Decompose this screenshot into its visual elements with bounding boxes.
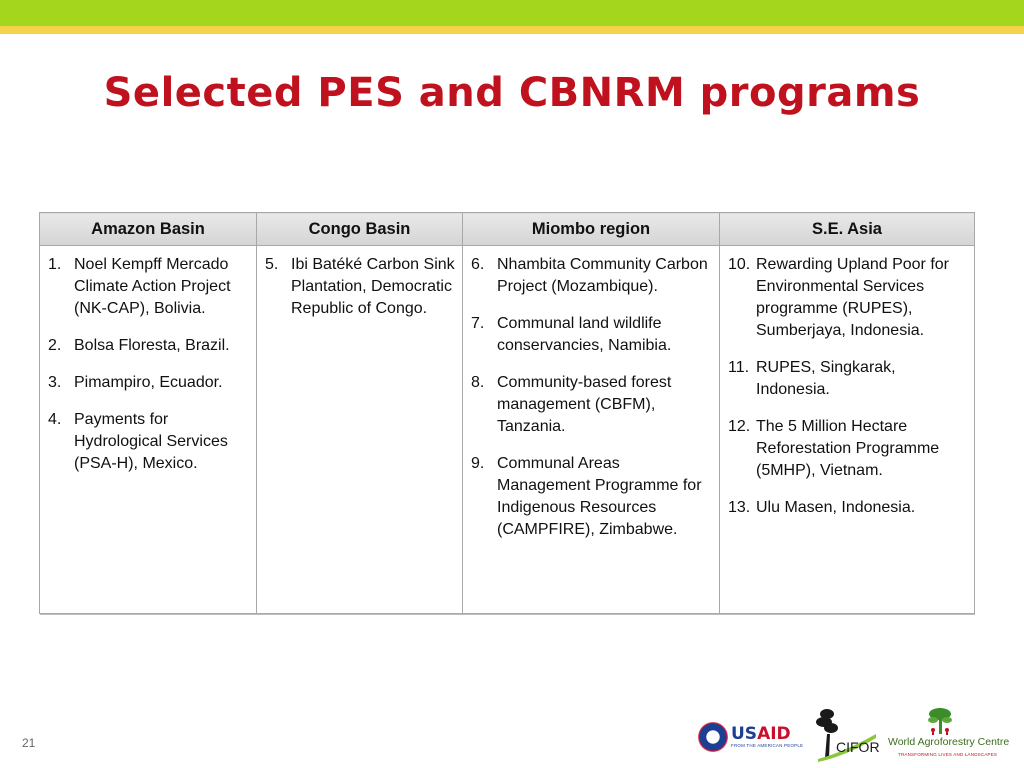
header-congo-basin: Congo Basin [257,213,463,246]
page-number: 21 [22,736,36,750]
cell-amazon-basin [40,246,257,614]
miombo-program-list [471,254,713,541]
cell-miombo-region [463,246,720,614]
table-header-row [40,213,975,246]
usaid-tagline: FROM THE AMERICAN PEOPLE [731,743,804,748]
list-item [471,313,713,357]
list-item [471,254,713,298]
header-miombo-region: Miombo region [463,213,720,246]
item-text: Payments for Hydrological Services (PSA-H), Mexico. [74,411,228,472]
item-text: Communal Areas Management Programme for Indigenous Resources (CAMPFIRE), Zimbabwe. [497,455,702,538]
programs-table-container [39,212,974,614]
usaid-us: US [731,724,758,744]
amazon-program-list [48,254,250,475]
icraf-logo [888,706,1014,762]
item-text: The 5 Million Hectare Reforestation Programme (5MHP), Vietnam. [756,418,940,479]
item-number: 2. [48,337,62,354]
list-item [728,497,968,519]
item-number: 11. [728,359,750,376]
list-item [728,254,968,342]
list-item [471,453,713,541]
list-item [728,416,968,482]
agroforestry-tree-icon [888,706,1014,736]
slide-title: Selected PES and CBNRM programs [103,70,921,116]
icraf-name: World Agroforestry Centre [888,736,1010,748]
list-item [728,357,968,401]
congo-program-list [265,254,456,320]
table-body-row [40,246,975,614]
item-text: Noel Kempff Mercado Climate Action Project (NK-CAP), Bolivia. [74,256,231,317]
item-text: RUPES, Singkarak, Indonesia. [756,359,896,398]
item-text: Ibi Batéké Carbon Sink Plantation, Democratic Republic of Congo. [291,256,455,317]
list-item [265,254,456,320]
item-number: 7. [471,315,485,332]
item-text: Community-based forest management (CBFM), Tanzania. [497,374,672,435]
item-number: 3. [48,374,62,391]
cifor-logo [814,700,880,762]
list-item [471,372,713,438]
programs-table [39,212,975,614]
cell-congo-basin [257,246,463,614]
list-item [48,372,250,394]
item-number: 6. [471,256,485,273]
top-bar-green [0,0,1024,26]
cell-se-asia [720,246,975,614]
item-number: 1. [48,256,62,273]
item-text: Rewarding Upland Poor for Environmental Services programme (RUPES), Sumberjaya, Indonesia. [756,256,949,339]
list-item [48,254,250,320]
item-number: 13. [728,499,751,516]
item-text: Ulu Masen, Indonesia. [756,499,916,516]
item-text: Nhambita Community Carbon Project (Mozambique). [497,256,708,295]
list-item [48,409,250,475]
item-text: Bolsa Floresta, Brazil. [74,337,230,354]
item-number: 5. [265,256,279,273]
item-number: 9. [471,455,485,472]
usaid-seal-icon [698,722,728,752]
partner-logos [698,700,1014,762]
header-amazon-basin: Amazon Basin [40,213,257,246]
cifor-name: CIFOR [836,739,880,755]
se-asia-program-list [728,254,968,519]
item-text: Pimampiro, Ecuador. [74,374,223,391]
usaid-logo [698,722,803,752]
top-bar-yellow [0,26,1024,34]
item-number: 12. [728,418,751,435]
item-text: Communal land wildlife conservancies, Namibia. [497,315,672,354]
item-number: 8. [471,374,485,391]
list-item [48,335,250,357]
icraf-tagline: TRANSFORMING LIVES AND LANDSCAPES [898,752,998,757]
header-se-asia: S.E. Asia [720,213,975,246]
item-number: 4. [48,411,62,428]
item-number: 10. [728,256,751,273]
usaid-aid: AID [757,724,791,744]
